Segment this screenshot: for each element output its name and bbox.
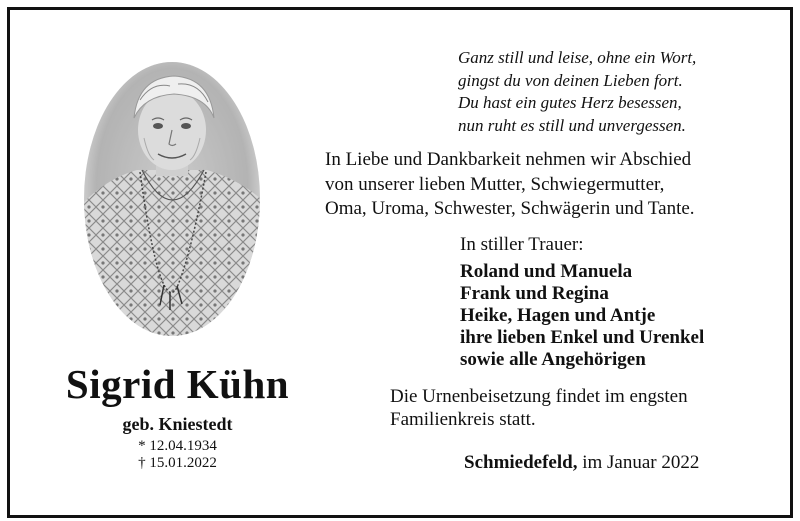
poem-line: Du hast ein gutes Herz besessen, bbox=[458, 93, 682, 112]
farewell-line: von unserer lieben Mutter, Schwiegermutter, bbox=[325, 173, 665, 195]
life-dates bbox=[0, 438, 355, 472]
farewell-text bbox=[325, 148, 695, 222]
funeral-line: Die Urnenbeisetzung findet im engsten bbox=[390, 386, 688, 407]
birth-date: * 12.04.1934 bbox=[138, 438, 217, 454]
death-date: † 15.01.2022 bbox=[138, 455, 217, 471]
mourner-line: sowie alle Angehörigen bbox=[460, 349, 646, 370]
portrait-photo bbox=[82, 60, 262, 338]
deceased-name: Sigrid Kühn bbox=[65, 361, 290, 407]
poem-line: gingst du von deinen Lieben fort. bbox=[458, 70, 683, 90]
funeral-line: Familienkreis statt. bbox=[390, 409, 536, 430]
mourner-line: Heike, Hagen und Antje bbox=[460, 305, 656, 326]
farewell-line: Oma, Uroma, Schwester, Schwägerin und Tante. bbox=[325, 198, 695, 219]
poem bbox=[458, 47, 696, 137]
mourner-line: ihre lieben Enkel und Urenkel bbox=[460, 327, 705, 348]
mourner-line: Frank und Regina bbox=[460, 283, 609, 304]
farewell-line: In Liebe und Dankbarkeit nehmen wir Abschied bbox=[325, 149, 692, 170]
poem-line: Ganz still und leise, ohne ein Wort, bbox=[458, 48, 697, 67]
mourning-intro: In stiller Trauer: bbox=[460, 234, 584, 255]
mourner-line: Roland und Manuela bbox=[460, 261, 633, 282]
maiden-name: geb. Kniestedt bbox=[122, 414, 233, 434]
funeral-notice bbox=[390, 385, 688, 431]
mourners-list bbox=[460, 261, 704, 371]
place: Schmiedefeld, bbox=[464, 452, 578, 473]
poem-line: nun ruht es still und unvergessen. bbox=[458, 115, 686, 135]
place-and-date bbox=[464, 452, 699, 474]
date: im Januar 2022 bbox=[582, 452, 700, 473]
